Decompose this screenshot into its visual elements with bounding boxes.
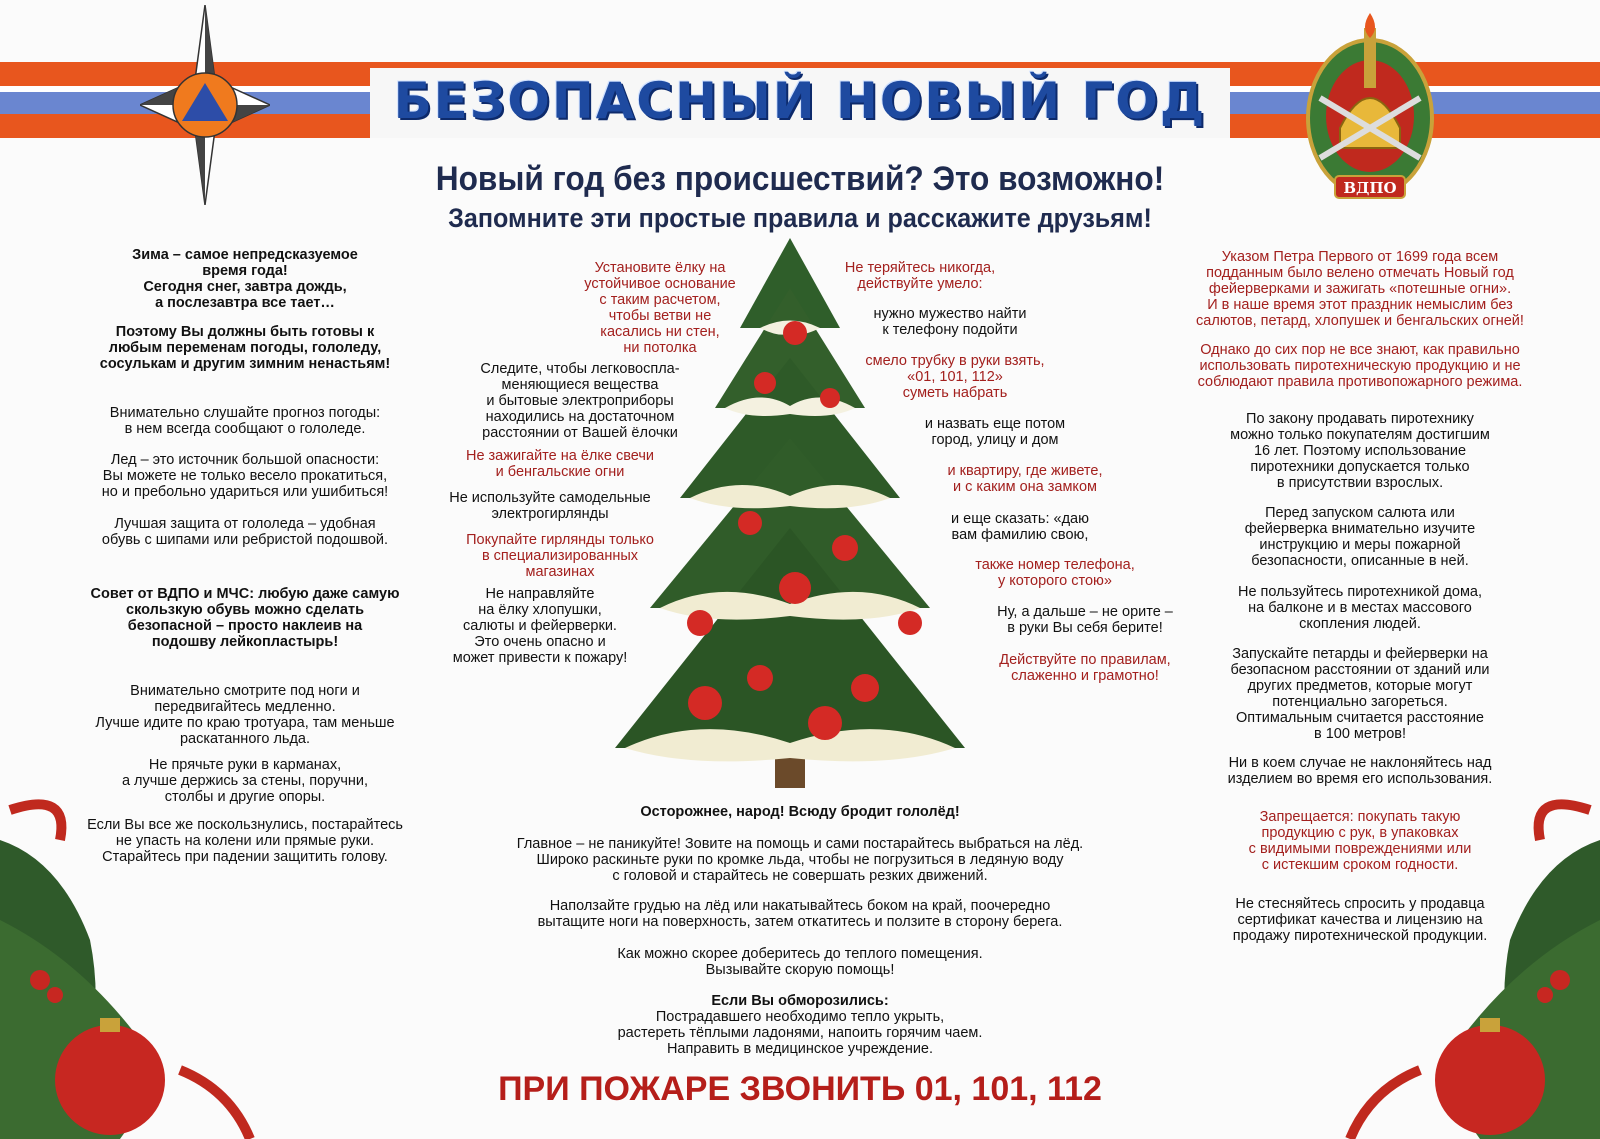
tree-right-text-4: и назвать еще потом город, улицу и дом (924, 416, 1066, 448)
right-text-5: Не пользуйтесь пиротехникой дома, на балконе и в местах массового скопления людей. (1237, 584, 1482, 632)
tree-right-text-1: Не теряйтесь никогда, действуйте умело: (844, 260, 996, 292)
page-title: БЕЗОПАСНЫЙ НОВЫЙ ГОД (393, 72, 1207, 130)
vdpo-emblem-icon (1300, 8, 1440, 208)
right-text-9: Не стесняйтесь спросить у продавца сертификат качества и лицензию на продажу пиротехнической продукции. (1232, 896, 1488, 944)
left-text-6: Совет от ВДПО и МЧС: любую даже самую скользкую обувь можно сделать безопасной – просто наклеив на подошву лейкопластырь! (90, 586, 400, 650)
emblem-label: ВДПО (1343, 179, 1397, 197)
page-subtitle-2: Запомните эти простые правила и расскажите друзьям! (448, 203, 1152, 233)
center-text-3: Как можно скорее доберитесь до теплого помещения. Вызывайте скорую помощь! (617, 946, 983, 978)
tree-right-text-6: и еще сказать: «даю вам фамилию свою, (951, 511, 1089, 543)
tree-left-text-4: Не используйте самодельные электрогирлянды (449, 490, 651, 522)
left-text-4: Лед – это источник большой опасности: Вы можете не только весело прокатиться, но и пребольно удариться или ушибиться! (101, 452, 389, 500)
left-text-2: Поэтому Вы должны быть готовы к любым переменам погоды, гололеду, сосулькам и другим зимним ненастьям! (99, 324, 391, 372)
fire-emergency-numbers: ПРИ ПОЖАРЕ ЗВОНИТЬ 01, 101, 112 (498, 1070, 1102, 1108)
left-text-5: Лучшая защита от гололеда – удобная обувь с шипами или ребристой подошвой. (101, 516, 389, 548)
center-heading-2: Если Вы обморозились: (711, 993, 889, 1009)
left-text-7: Внимательно смотрите под ноги и передвигайтесь медленно. Лучше идите по краю тротуара, там меньше раскатанного льда. (95, 683, 395, 747)
center-text-4: Пострадавшего необходимо тепло укрыть, растереть тёплыми ладонями, напоить горячим чаем. Направить в медицинское учреждение. (617, 1009, 983, 1057)
right-text-2: Однако до сих пор не все знают, как правильно использовать пиротехническую продукцию и не соблюдают правила противопожарного режима. (1197, 342, 1523, 390)
tree-left-text-5: Покупайте гирлянды только в специализированных магазинах (466, 532, 654, 580)
right-text-1: Указом Петра Первого от 1699 года всем подданным было велено отмечать Новый год фейерверками и зажигать «потешные огни». И в наше время этот праздник немыслим без салютов, петард, хлопушек и бенгальских огней! (1196, 249, 1524, 329)
tree-left-text-1: Установите ёлку на устойчивое основание с таким расчетом, чтобы ветви не касались ни стен, ни потолка (584, 260, 736, 356)
left-text-3: Внимательно слушайте прогноз погоды: в нем всегда сообщают о гололеде. (109, 405, 381, 437)
tree-left-text-3: Не зажигайте на ёлке свечи и бенгальские огни (465, 448, 655, 480)
tree-right-text-5: и квартиру, где живете, и с каким она замком (947, 463, 1103, 495)
center-text-1: Главное – не паникуйте! Зовите на помощь и сами постарайтесь выбраться на лёд. Широко раскиньте руки по кромке льда, чтобы не погрузиться в ледяную воду с головой и старайтесь не совершать резких движений. (516, 836, 1084, 884)
right-text-6: Запускайте петарды и фейерверки на безопасном расстоянии от зданий или других предметов, которые могут потенциально загореться. Оптимальным считается расстояние в 100 метров! (1230, 646, 1490, 742)
mchs-star-icon (140, 5, 270, 205)
left-text-1: Зима – самое непредсказуемое время года! Сегодня снег, завтра дождь, а послезавтра все тает… (132, 247, 358, 311)
tree-right-text-3: смело трубку в руки взять, «01, 101, 112» суметь набрать (865, 353, 1045, 401)
tree-left-text-2: Следите, чтобы легковоспла- меняющиеся вещества и бытовые электроприборы находились на достаточном расстоянии от Вашей ёлочки (480, 361, 680, 441)
tree-right-text-7: также номер телефона, у которого стою» (975, 557, 1135, 589)
left-text-8: Не прячьте руки в карманах, а лучше держись за стены, поручни, столбы и другие опоры. (121, 757, 369, 805)
right-text-8: Запрещается: покупать такую продукцию с рук, в упаковках с видимыми повреждениями или с истекшим сроком годности. (1248, 809, 1472, 873)
tree-right-text-8: Ну, а дальше – не орите – в руки Вы себя берите! (997, 604, 1173, 636)
center-heading: Осторожнее, народ! Всюду бродит гололёд! (640, 804, 960, 820)
right-text-4: Перед запуском салюта или фейерверка внимательно изучите инструкцию и меры пожарной безопасности, описанные в ней. (1244, 505, 1476, 569)
tree-right-text-9: Действуйте по правилам, слаженно и грамотно! (999, 652, 1171, 684)
tree-left-text-6: Не направляйте на ёлку хлопушки, салюты и фейерверки. Это очень опасно и может привести к пожару! (452, 586, 628, 666)
center-text-2: Наползайте грудью на лёд или накатывайтесь боком на край, поочередно вытащите ноги на поверхность, затем откатитесь и ползите в сторону берега. (537, 898, 1063, 930)
right-text-3: По закону продавать пиротехнику можно только покупателям достигшим 16 лет. Поэтому использование пиротехники допускается только в присутствии взрослых. (1230, 411, 1490, 491)
page-subtitle: Новый год без происшествий? Это возможно! (435, 160, 1165, 198)
left-text-9: Если Вы все же поскользнулись, постарайтесь не упасть на колени или прямые руки. Старайтесь при падении защитить голову. (87, 817, 403, 865)
right-text-7: Ни в коем случае не наклоняйтесь над изделием во время его использования. (1227, 755, 1493, 787)
tree-right-text-2: нужно мужество найти к телефону подойти (873, 306, 1027, 338)
